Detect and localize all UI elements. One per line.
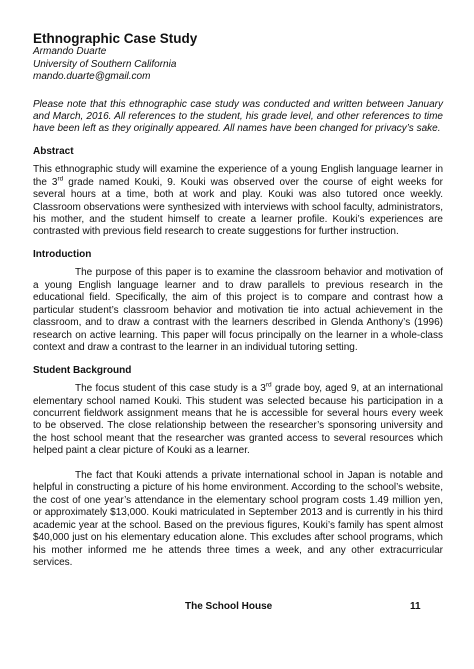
article-title: Ethnographic Case Study: [33, 31, 198, 46]
author-name: Armando Duarte: [33, 46, 107, 57]
abstract-text-start: This ethnographic study will examine the experience of a young English language learner in the 3: [33, 164, 443, 188]
document-page: [33, 31, 443, 569]
background-text-start: The focus student of this case study is a 3: [75, 383, 266, 395]
background-ordinal-suffix: rd: [265, 381, 272, 389]
introduction-paragraph: The purpose of this paper is to examine the classroom behavior and motivation of a young English language learner and to draw parallels to previous research in the educational field. Specifically, the aim of this project is to compare and contrast how a particular student’s classroom behavior and motivation tie into actual achievement in the classroom, and to draw a contrast with the learners described in Glenda Anthony’s (1996) research on active learning. This paper will focus principally on the learner in a whole-class context and draw a contrast to the learner in an individual tutoring setting.: [33, 267, 443, 354]
abstract-heading: Abstract: [33, 145, 74, 157]
abstract-ordinal-suffix: rd: [57, 175, 64, 183]
page-number: 11: [410, 601, 421, 612]
privacy-note: Please note that this ethnographic case study was conducted and written between January and March, 2016. All references to the student, his grade level, and other references to time have been left as they originally appeared. All names have been changed for privacy’s sake.: [33, 98, 443, 135]
background-text-end: grade boy, aged 9, at an international elementary school named Kouki. This student was selected because his participation in a concurrent fieldwork assignment means that he is accessible for several hours every week to be observed. The close relationship between the researcher’s sponsoring university and the host school meant that the researcher was granted access to several resources which helped paint a clear picture of Kouki as a learner.: [33, 383, 443, 457]
publication-name: The School House: [185, 601, 273, 612]
introduction-heading: Introduction: [33, 248, 92, 260]
background-heading: Student Background: [33, 364, 132, 376]
author-affiliation: University of Southern California: [33, 58, 177, 70]
abstract-text-end: grade named Kouki, 9. Kouki was observed over the course of eight weeks for several hours at a time, both at work and play. Kouki was also tutored once weekly. Classroom observations were synthesized with interviews with school faculty, administrators, his mother, and the student himself to create a learner profile. Kouki’s experiences are contrasted with previous field research to create suggestions for further instruction.: [33, 176, 443, 238]
author-email: mando.duarte@gmail.com: [33, 71, 151, 82]
abstract-paragraph: [33, 164, 443, 239]
background-paragraph-2: The fact that Kouki attends a private international school in Japan is notable and helpful in constructing a picture of his home environment. According to the school’s website, the cost of one year’s attendance in the elementary school program costs 1.49 million yen, or approximately $13,000. Kouki matriculated in September 2013 and is currently in his third academic year at the school. Based on the previous figures, Kouki’s family has spent almost $40,000 just on his elementary education alone. This excludes after school programs, which his mother informed me he attends three times a week, and any other extracurricular services.: [33, 469, 443, 568]
background-paragraph-1: [33, 383, 443, 458]
